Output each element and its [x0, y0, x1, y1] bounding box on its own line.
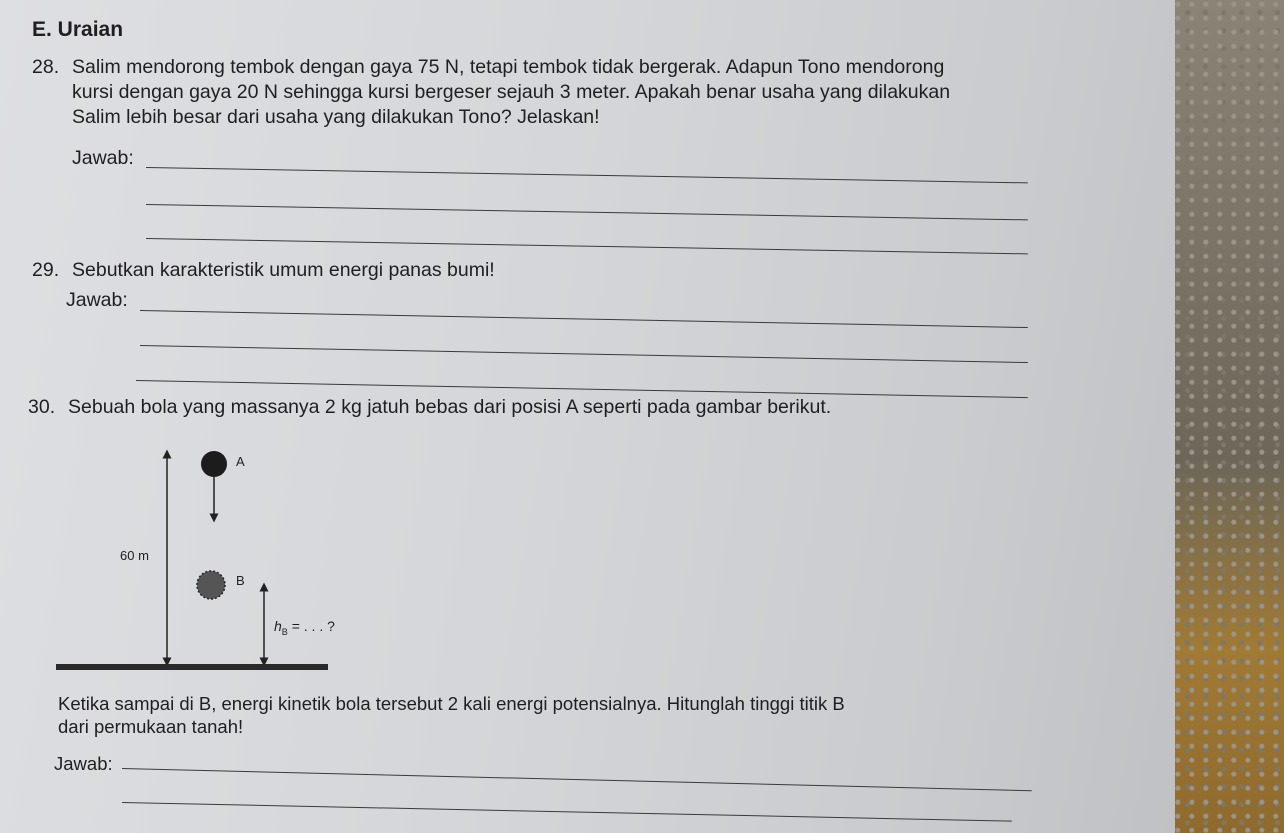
answer-line[interactable]: [140, 345, 1028, 363]
hb-subscript: B: [281, 626, 288, 637]
question-29-number: 29.: [32, 259, 60, 281]
answer-line[interactable]: [122, 768, 1032, 791]
ball-b: [197, 571, 225, 599]
question-30-line-1: Sebuah bola yang massanya 2 kg jatuh bebas dari posisi A seperti pada gambar berikut.: [68, 396, 832, 418]
question-28-answer-label: Jawab:: [72, 147, 134, 169]
question-30-answer-label: Jawab:: [54, 753, 113, 774]
question-28-line-3: Salim lebih besar dari usaha yang dilakukan Tono? Jelaskan!: [72, 106, 600, 128]
background-surface: [1175, 0, 1284, 833]
answer-line[interactable]: [122, 802, 1012, 822]
height-label: 60 m: [120, 548, 149, 563]
hb-value: = . . . ?: [291, 618, 335, 634]
label-a: A: [236, 454, 245, 469]
hb-symbol: h: [274, 618, 282, 634]
ground: [56, 664, 328, 670]
question-28-line-2: kursi dengan gaya 20 N sehingga kursi bergeser sejauh 3 meter. Apakah benar usaha yang dilakukan: [72, 81, 951, 103]
question-29-line-1: Sebutkan karakteristik umum energi panas bumi!: [72, 259, 495, 281]
answer-line[interactable]: [146, 167, 1028, 183]
answer-line[interactable]: [146, 238, 1028, 254]
question-30-follow-up-2: dari permukaan tanah!: [58, 716, 244, 737]
question-28-line-1: Salim mendorong tembok dengan gaya 75 N, tetapi tembok tidak bergerak. Adapun Tono mendorong: [72, 56, 945, 78]
free-fall-diagram: [40, 440, 370, 690]
question-30-follow-up-1: Ketika sampai di B, energi kinetik bola tersebut 2 kali energi potensialnya. Hitunglah tinggi titik B: [58, 693, 845, 714]
answer-line[interactable]: [140, 310, 1028, 328]
label-b: B: [236, 573, 245, 588]
question-29-answer-label: Jawab:: [66, 289, 128, 311]
free-fall-figure: [40, 440, 370, 690]
question-30-number: 30.: [28, 396, 56, 418]
answer-line[interactable]: [146, 204, 1028, 220]
hb-label: [274, 618, 335, 637]
ball-a: [201, 451, 227, 477]
section-title: E. Uraian: [32, 18, 124, 41]
question-28-number: 28.: [32, 56, 60, 78]
